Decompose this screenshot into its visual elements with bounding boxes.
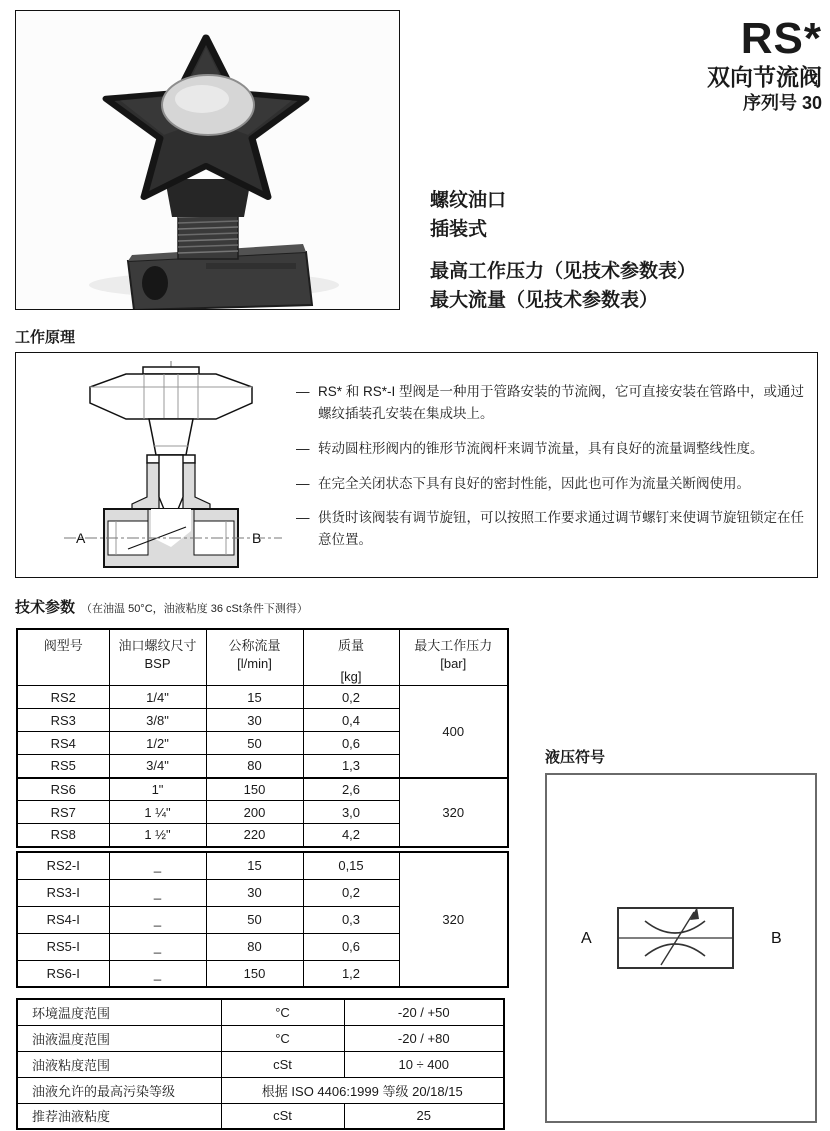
cell-mass: 3,0 [303,801,399,824]
feature-summary [430,186,820,315]
tech-params-heading [15,596,308,617]
cell-model: RS3-I [17,879,109,906]
diagram-port-b-label: B [252,530,262,546]
cell-pressure-group2: 320 [399,778,508,847]
feature-mount-type: 插装式 [430,219,488,240]
cell-model: RS5 [17,755,109,778]
bullet-dash: — [296,510,310,526]
cell-flow: 30 [206,709,303,732]
header-pressure-l1: 最大工作压力 [414,638,493,653]
product-photo-valve-image [16,11,399,309]
hydraulic-symbol-panel [545,773,817,1123]
cell-flow: 150 [206,960,303,987]
cell-bsp: _ [109,906,206,933]
cell-mass: 1,2 [303,960,399,987]
feature-max-flow: 最大流量（见技术参数表） [430,290,659,311]
page-title: RS* [740,14,822,63]
cond-label: 推荐油液粘度 [17,1103,221,1129]
cell-bsp: _ [109,960,206,987]
product-name: 双向节流阀 [707,64,822,90]
header-thread-l2: BSP [144,655,171,671]
cell-model: RS8 [17,824,109,847]
cond-value: 10 ÷ 400 [344,1051,504,1077]
bullet-dash: — [296,440,310,456]
table-row [17,852,508,879]
bullet-text: 供货时该阀装有调节旋钮，可以按照工作要求通过调节螺钉来使调节旋钮锁定在任意位置。 [318,510,804,548]
cell-bsp: 1" [109,778,206,801]
bullet-item [296,381,808,425]
table-row [17,778,508,801]
bullet-text: 转动圆柱形阀内的锥形节流阀杆来调节流量，具有良好的流量调整线性度。 [318,440,764,456]
cell-model: RS5-I [17,933,109,960]
cell-mass: 1,3 [303,755,399,778]
cell-flow: 80 [206,933,303,960]
cell-mass: 0,4 [303,709,399,732]
header-pressure-l2: [bar] [440,655,467,671]
table-row [17,1077,504,1103]
cell-bsp: 1/2" [109,732,206,755]
cond-label: 油液粘度范围 [17,1051,221,1077]
table-row [17,1025,504,1051]
table-row [17,999,504,1025]
header-flow-l2: [l/min] [237,655,272,671]
header-thread-l1: 油口螺纹尺寸 [118,638,197,653]
title-block [707,16,822,114]
tech-params-table-insert [16,851,509,988]
header-mass-l2: [kg] [340,668,362,684]
cell-model: RS3 [17,709,109,732]
cell-mass: 0,6 [303,732,399,755]
cell-bsp: _ [109,933,206,960]
table-header-row [17,629,508,686]
cell-mass: 0,2 [303,879,399,906]
bullet-text: RS* 和 RS*-I 型阀是一种用于管路安装的节流阀，它可直接安装在管路中，或通过螺纹插装孔安装在集成块上。 [318,384,805,421]
header-mass-l1: 质量 [337,638,364,653]
cell-mass: 4,2 [303,824,399,847]
cell-flow: 50 [206,906,303,933]
series-number: 序列号 30 [742,93,822,113]
cond-label: 油液温度范围 [17,1025,221,1051]
working-principle-heading: 工作原理 [15,329,76,346]
cell-bsp: 3/8" [109,709,206,732]
cell-flow: 30 [206,879,303,906]
header-flow [206,629,303,686]
cond-label: 环境温度范围 [17,999,221,1025]
working-principle-bullets [296,381,808,551]
bullet-item [296,507,808,551]
cond-unit: cSt [221,1051,344,1077]
cond-label: 油液允许的最高污染等级 [17,1077,221,1103]
bullet-dash: — [296,384,310,399]
cell-mass: 0,15 [303,852,399,879]
cell-flow: 15 [206,686,303,709]
header-thread [109,629,206,686]
cond-value: -20 / +80 [344,1025,504,1051]
cond-unit: cSt [221,1103,344,1129]
cell-bsp: 1/4" [109,686,206,709]
cell-bsp: 3/4" [109,755,206,778]
diagram-knob [90,367,252,419]
cond-value: 25 [344,1103,504,1129]
bullet-dash: — [296,475,310,491]
valve-cross-section-diagram [46,359,296,573]
header-mass [303,629,399,686]
product-photo-frame [15,10,400,310]
cond-value: -20 / +50 [344,999,504,1025]
knob-center-cap [162,75,254,135]
cond-unit: °C [221,1025,344,1051]
cell-bsp: _ [109,879,206,906]
cell-model: RS2-I [17,852,109,879]
cell-model: RS4-I [17,906,109,933]
table-row [17,686,508,709]
cell-flow: 220 [206,824,303,847]
cell-mass: 0,3 [303,906,399,933]
bullet-item [296,438,808,460]
spacer [430,244,820,257]
feature-max-pressure: 最高工作压力（见技术参数表） [430,261,697,282]
valve-threaded-stem [178,211,238,259]
cell-mass: 2,6 [303,778,399,801]
cell-model: RS7 [17,801,109,824]
operating-conditions-table [16,998,505,1130]
throttle-valve-symbol [573,893,793,983]
cond-unit: °C [221,999,344,1025]
cell-model: RS6 [17,778,109,801]
cell-flow: 15 [206,852,303,879]
cell-flow: 80 [206,755,303,778]
tech-params-note: （在油温 50°C，油液粘度 36 cSt条件下测得） [81,603,308,615]
table-row [17,1051,504,1077]
working-principle-panel [15,352,818,578]
bullet-item [296,473,808,495]
cond-merged-value: 根据 ISO 4406:1999 等级 20/18/15 [221,1077,504,1103]
hydraulic-symbol-heading: 液压符号 [545,749,606,766]
cell-pressure-group1: 400 [399,686,508,778]
cell-bsp: _ [109,852,206,879]
symbol-port-a-label: A [581,930,592,947]
tech-params-table-main [16,628,509,848]
cell-mass: 0,2 [303,686,399,709]
header-pressure [399,629,508,686]
cell-bsp: 1 ¼" [109,801,206,824]
bullet-text: 在完全关闭状态下具有良好的密封性能，因此也可作为流量关断阀使用。 [318,475,750,491]
cell-pressure-insert: 320 [399,852,508,987]
header-flow-l1: 公称流量 [228,638,281,653]
feature-port-type: 螺纹油口 [430,190,507,211]
cell-flow: 200 [206,801,303,824]
cell-mass: 0,6 [303,933,399,960]
header-model: 阀型号 [17,629,109,686]
diagram-port-a-label: A [76,530,86,546]
cell-model: RS2 [17,686,109,709]
cell-bsp: 1 ½" [109,824,206,847]
cell-model: RS4 [17,732,109,755]
table-row [17,1103,504,1129]
tech-params-title: 技术参数 [15,599,76,616]
symbol-port-b-label: B [771,930,782,947]
cell-flow: 50 [206,732,303,755]
cell-flow: 150 [206,778,303,801]
cell-model: RS6-I [17,960,109,987]
